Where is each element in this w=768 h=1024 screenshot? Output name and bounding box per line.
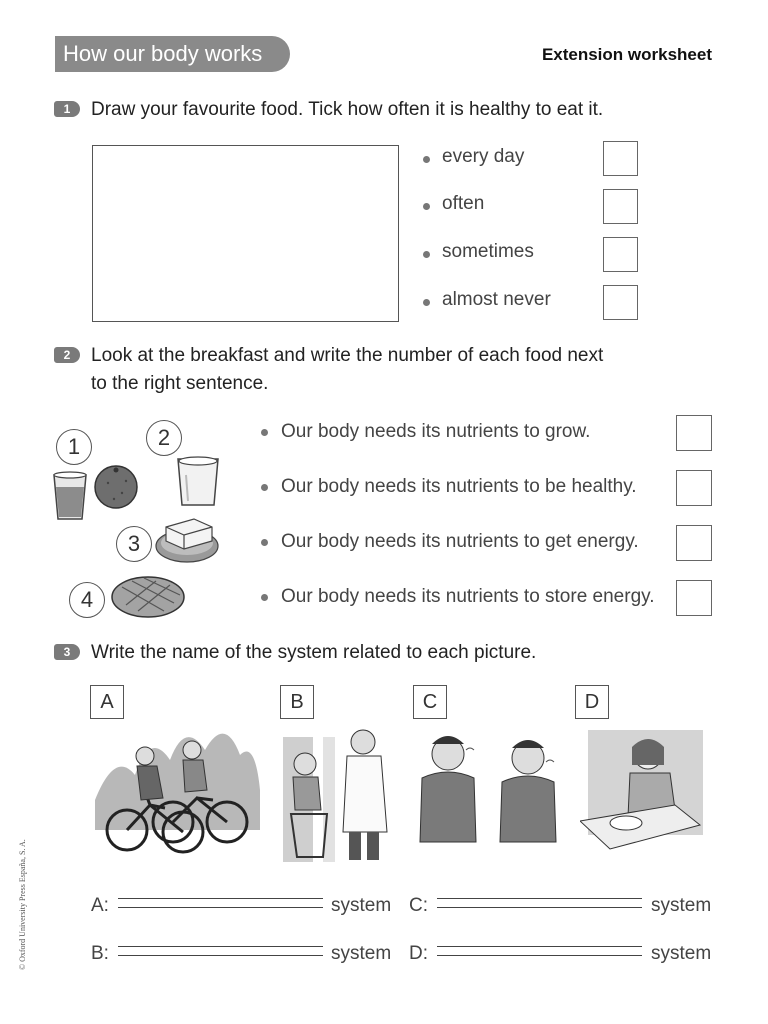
answer-line-a[interactable] bbox=[118, 898, 323, 908]
question-2-text-line1: Look at the breakfast and write the number of each food next bbox=[91, 345, 604, 366]
tick-box-often[interactable] bbox=[603, 189, 638, 224]
option-sometimes: sometimes bbox=[442, 241, 534, 262]
answer-label-c: C: bbox=[409, 895, 428, 916]
bullet-icon bbox=[261, 594, 268, 601]
bullet-icon bbox=[423, 251, 430, 258]
question-3-number: 3 bbox=[54, 644, 80, 660]
orange-icon bbox=[95, 466, 137, 508]
tick-box-almost-never[interactable] bbox=[603, 285, 638, 320]
picture-label-b: B bbox=[280, 685, 314, 719]
worksheet-subtitle: Extension worksheet bbox=[541, 45, 712, 64]
food-number-4: 4 bbox=[69, 582, 105, 618]
drawing-box[interactable] bbox=[92, 145, 399, 322]
option-often: often bbox=[442, 193, 485, 214]
answer-line-c[interactable] bbox=[437, 898, 642, 908]
sentence-grow: Our body needs its nutrients to grow. bbox=[281, 421, 591, 442]
milk-glass-icon bbox=[178, 457, 218, 505]
picture-label-a: A bbox=[90, 685, 124, 719]
butter-icon bbox=[156, 519, 218, 562]
food-number-2: 2 bbox=[146, 420, 182, 456]
juice-glass-icon bbox=[54, 472, 86, 519]
answer-suffix-a: system bbox=[331, 895, 392, 916]
question-2-text-line2: to the right sentence. bbox=[91, 373, 269, 394]
bullet-icon bbox=[261, 429, 268, 436]
picture-c-smelling bbox=[418, 730, 563, 845]
bread-icon bbox=[112, 577, 184, 617]
answer-suffix-c: system bbox=[651, 895, 712, 916]
question-3-text: Write the name of the system related to each picture. bbox=[91, 642, 537, 663]
sentence-store-energy: Our body needs its nutrients to store energy. bbox=[281, 586, 655, 607]
answer-box-store-energy[interactable] bbox=[676, 580, 712, 616]
bullet-icon bbox=[261, 484, 268, 491]
food-number-3: 3 bbox=[116, 526, 152, 562]
sentence-get-energy: Our body needs its nutrients to get energy. bbox=[281, 531, 639, 552]
question-2-number: 2 bbox=[54, 347, 80, 363]
answer-line-d[interactable] bbox=[437, 946, 642, 956]
bullet-icon bbox=[423, 299, 430, 306]
answer-line-b[interactable] bbox=[118, 946, 323, 956]
answer-box-be-healthy[interactable] bbox=[676, 470, 712, 506]
doctor-icon bbox=[343, 730, 387, 860]
answer-label-a: A: bbox=[91, 895, 109, 916]
boy-icon bbox=[420, 736, 556, 842]
bullet-icon bbox=[423, 203, 430, 210]
answer-box-grow[interactable] bbox=[676, 415, 712, 451]
answer-label-b: B: bbox=[91, 943, 109, 964]
picture-label-c: C bbox=[413, 685, 447, 719]
tick-box-every-day[interactable] bbox=[603, 141, 638, 176]
bullet-icon bbox=[261, 539, 268, 546]
question-1-number: 1 bbox=[54, 101, 80, 117]
answer-box-get-energy[interactable] bbox=[676, 525, 712, 561]
sentence-be-healthy: Our body needs its nutrients to be healthy. bbox=[281, 476, 637, 497]
bullet-icon bbox=[423, 156, 430, 163]
worksheet-title: How our body works bbox=[55, 36, 290, 72]
picture-d-eating bbox=[580, 725, 708, 855]
answer-suffix-d: system bbox=[651, 943, 712, 964]
option-every-day: every day bbox=[442, 146, 525, 167]
food-number-1: 1 bbox=[56, 429, 92, 465]
picture-label-d: D bbox=[575, 685, 609, 719]
tick-box-sometimes[interactable] bbox=[603, 237, 638, 272]
answer-suffix-b: system bbox=[331, 943, 392, 964]
answer-label-d: D: bbox=[409, 943, 428, 964]
picture-a-cyclists bbox=[95, 720, 265, 860]
picture-b-doctor bbox=[283, 722, 398, 862]
option-almost-never: almost never bbox=[442, 289, 551, 310]
question-1-text: Draw your favourite food. Tick how often it is healthy to eat it. bbox=[91, 99, 604, 120]
copyright-notice: © Oxford University Press España, S. A. bbox=[18, 839, 27, 970]
